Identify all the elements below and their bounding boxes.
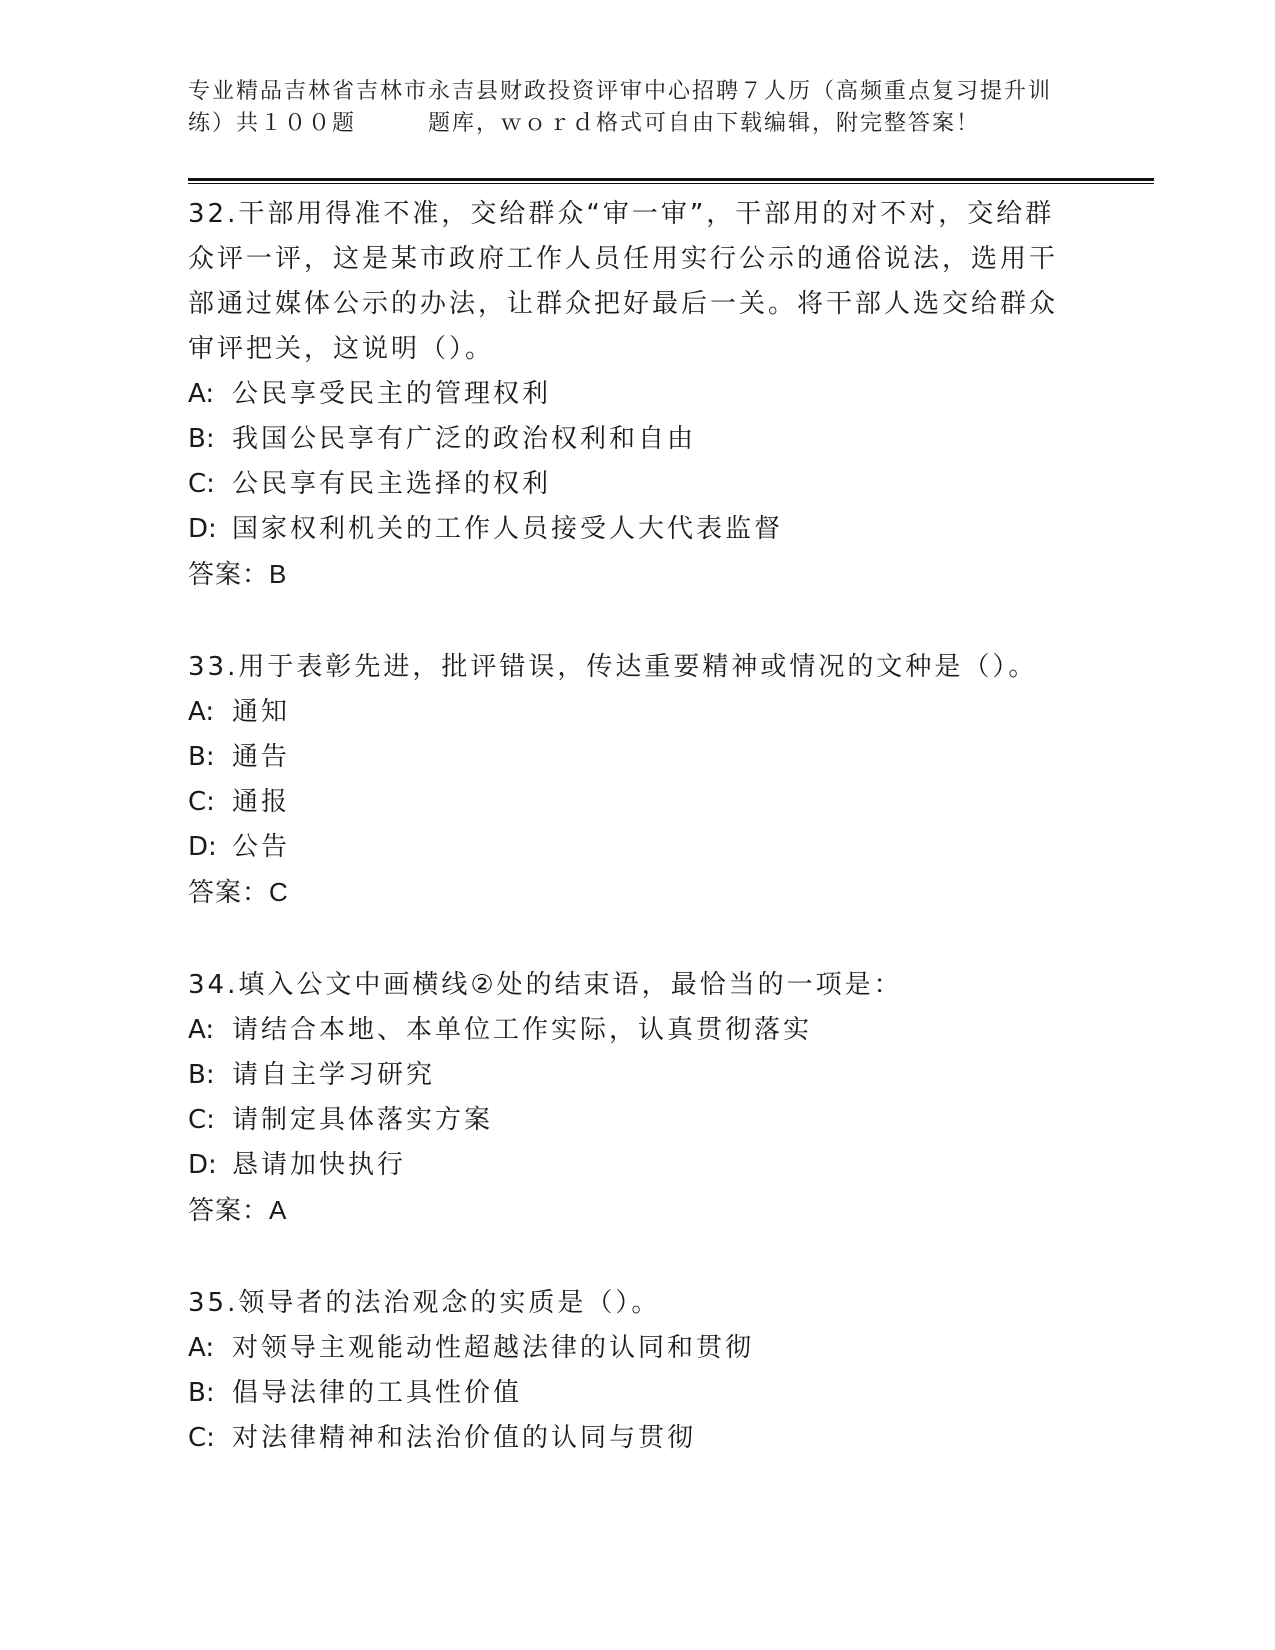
option-a bbox=[188, 690, 1088, 735]
option-text: 公告 bbox=[232, 832, 291, 862]
option-text: 请自主学习研究 bbox=[232, 1060, 436, 1090]
question-list bbox=[188, 192, 1088, 1461]
option-d bbox=[188, 1143, 1088, 1188]
option-b bbox=[188, 1053, 1088, 1098]
question-stem bbox=[188, 963, 1088, 1008]
option-key: B: bbox=[188, 424, 215, 454]
question-35 bbox=[188, 1281, 1088, 1461]
option-text: 通告 bbox=[232, 742, 291, 772]
option-key: C: bbox=[188, 469, 215, 499]
stem-line: 审评把关，这说明（）。 bbox=[188, 334, 495, 364]
option-text: 对领导主观能动性超越法律的认同和贯彻 bbox=[232, 1333, 755, 1363]
option-c bbox=[188, 780, 1088, 825]
option-key: A: bbox=[188, 1333, 215, 1363]
option-text: 对法律精神和法治价值的认同与贯彻 bbox=[232, 1423, 697, 1453]
option-a bbox=[188, 372, 1088, 417]
option-text: 公民享受民主的管理权利 bbox=[232, 379, 552, 409]
option-key: C: bbox=[188, 1105, 215, 1135]
header-divider-thin bbox=[188, 183, 1154, 184]
question-32 bbox=[188, 192, 1088, 597]
answer-line: 答案：A bbox=[188, 1195, 288, 1225]
header-line-2-part-a: 练）共１００题 bbox=[188, 111, 357, 136]
stem-line: 32.干部用得准不准，交给群众“审一审”，干部用的对不对，交给群 bbox=[188, 199, 1055, 229]
option-text: 我国公民享有广泛的政治权利和自由 bbox=[232, 424, 697, 454]
option-key: D: bbox=[188, 514, 217, 544]
option-a bbox=[188, 1326, 1088, 1371]
header-line-2-part-b: 题库，ｗｏｒｄ格式可自由下载编辑，附完整答案！ bbox=[428, 111, 981, 136]
stem-line: 34.填入公文中画横线②处的结束语，最恰当的一项是： bbox=[188, 970, 903, 1000]
option-key: A: bbox=[188, 379, 215, 409]
question-stem bbox=[188, 192, 1088, 372]
option-a bbox=[188, 1008, 1088, 1053]
option-text: 通知 bbox=[232, 697, 291, 727]
stem-line: 35.领导者的法治观念的实质是（）。 bbox=[188, 1288, 661, 1318]
option-key: B: bbox=[188, 742, 215, 772]
option-b bbox=[188, 735, 1088, 780]
answer-line: 答案：C bbox=[188, 877, 289, 907]
option-key: A: bbox=[188, 1015, 215, 1045]
option-key: C: bbox=[188, 787, 215, 817]
option-key: D: bbox=[188, 1150, 217, 1180]
option-text: 国家权利机关的工作人员接受人大代表监督 bbox=[232, 514, 784, 544]
option-c bbox=[188, 462, 1088, 507]
stem-line: 33.用于表彰先进，批评错误，传达重要精神或情况的文种是（）。 bbox=[188, 652, 1038, 682]
option-key: D: bbox=[188, 832, 217, 862]
document-header bbox=[188, 76, 1088, 140]
option-b bbox=[188, 1371, 1088, 1416]
question-34 bbox=[188, 963, 1088, 1233]
option-d bbox=[188, 825, 1088, 870]
option-text: 公民享有民主选择的权利 bbox=[232, 469, 552, 499]
header-line-1: 专业精品吉林省吉林市永吉县财政投资评审中心招聘７人历（高频重点复习提升训 bbox=[188, 79, 1053, 104]
question-stem bbox=[188, 645, 1088, 690]
header-line-2 bbox=[188, 108, 1088, 140]
stem-line: 部通过媒体公示的办法，让群众把好最后一关。将干部人选交给群众 bbox=[188, 289, 1059, 319]
option-b bbox=[188, 417, 1088, 462]
option-text: 请制定具体落实方案 bbox=[232, 1105, 494, 1135]
option-key: A: bbox=[188, 697, 215, 727]
option-text: 倡导法律的工具性价值 bbox=[232, 1378, 523, 1408]
option-text: 恳请加快执行 bbox=[232, 1150, 407, 1180]
answer-line: 答案：B bbox=[188, 559, 288, 589]
option-key: B: bbox=[188, 1378, 215, 1408]
option-text: 通报 bbox=[232, 787, 291, 817]
stem-line: 众评一评，这是某市政府工作人员任用实行公示的通俗说法，选用干 bbox=[188, 244, 1059, 274]
question-stem bbox=[188, 1281, 1088, 1326]
option-c bbox=[188, 1416, 1088, 1461]
option-d bbox=[188, 507, 1088, 552]
option-key: B: bbox=[188, 1060, 215, 1090]
header-divider bbox=[188, 178, 1154, 181]
option-text: 请结合本地、本单位工作实际，认真贯彻落实 bbox=[232, 1015, 813, 1045]
option-c bbox=[188, 1098, 1088, 1143]
option-key: C: bbox=[188, 1423, 215, 1453]
question-33 bbox=[188, 645, 1088, 915]
